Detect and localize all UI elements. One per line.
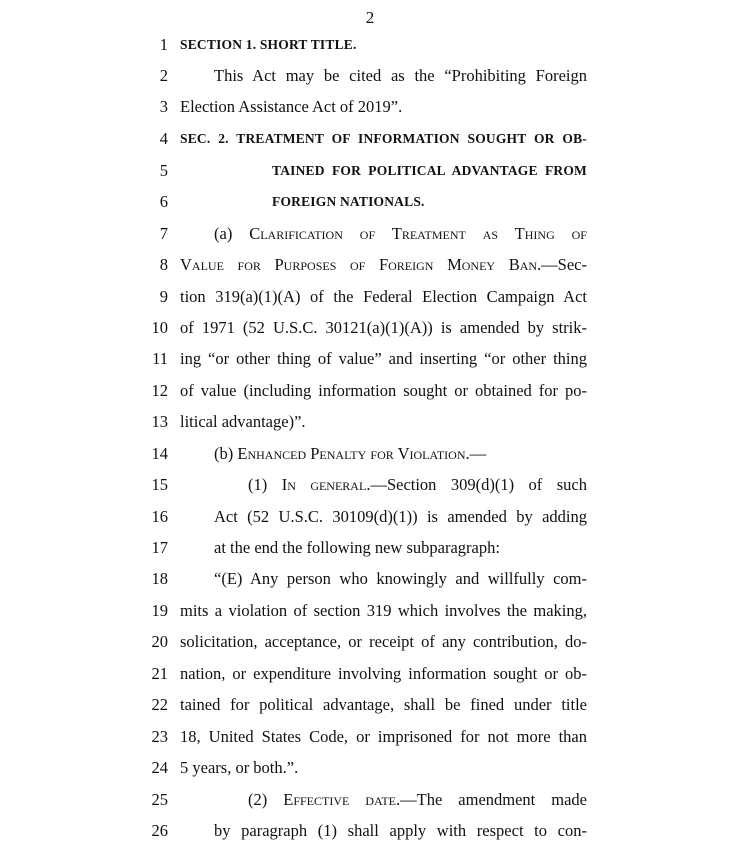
bill-line-5 <box>0 158 740 184</box>
line-number: 5 <box>159 161 168 180</box>
line-text-part: .—Section 309(d)(1) of such <box>366 475 587 494</box>
line-text-smallcaps: Clarification of Treatment as Thing of <box>249 224 587 243</box>
bill-line-11 <box>0 346 740 372</box>
bill-line-14 <box>0 441 740 467</box>
line-number: 9 <box>159 287 168 306</box>
line-text: Act (52 U.S.C. 30109(d)(1)) is amended by adding <box>214 507 587 526</box>
line-text-part: (a) <box>214 224 250 243</box>
bill-line-17 <box>0 535 740 561</box>
line-number: 10 <box>151 318 168 337</box>
line-number: 19 <box>151 601 168 620</box>
bill-line-21 <box>0 661 740 687</box>
subsection-a-heading-cont <box>180 252 587 278</box>
bill-line-20 <box>0 629 740 655</box>
bill-line-22 <box>0 692 740 718</box>
bill-line-25 <box>0 787 740 813</box>
line-text-part: .—The amendment made <box>396 790 587 809</box>
page-number: 2 <box>365 8 375 27</box>
bill-line-8 <box>0 252 740 278</box>
line-text-part: .—Sec- <box>537 255 587 274</box>
line-text: by paragraph (1) shall apply with respect to con- <box>214 821 587 840</box>
bill-line-7 <box>0 221 740 247</box>
bill-line-13 <box>0 409 740 435</box>
bill-line-9 <box>0 284 740 310</box>
line-number: 3 <box>159 97 168 116</box>
line-number: 2 <box>159 66 168 85</box>
subsection-b-heading <box>214 441 587 467</box>
line-number: 20 <box>151 632 168 651</box>
line-number: 21 <box>151 664 168 683</box>
line-text-part: (2) <box>248 790 284 809</box>
line-text-part: (1) <box>248 475 282 494</box>
line-text: of 1971 (52 U.S.C. 30121(a)(1)(A)) is amended by strik- <box>180 318 587 337</box>
line-number: 25 <box>151 790 168 809</box>
line-text: 5 years, or both.”. <box>180 758 299 777</box>
line-text: mits a violation of section 319 which involves the making, <box>180 601 587 620</box>
line-text: at the end the following new subparagraph: <box>214 538 500 557</box>
line-number: 7 <box>159 224 168 243</box>
line-number: 4 <box>159 129 168 148</box>
bill-line-6 <box>0 189 740 215</box>
line-number: 1 <box>159 35 168 54</box>
line-number: 6 <box>159 192 168 211</box>
line-number: 23 <box>151 727 168 746</box>
line-text: tained for political advantage, shall be fined under title <box>180 695 587 714</box>
bill-line-19 <box>0 598 740 624</box>
line-text-smallcaps: Value for Purposes of Foreign Money Ban <box>180 255 538 274</box>
paragraph-1-heading <box>248 472 587 498</box>
line-number: 18 <box>151 569 168 588</box>
bill-line-23 <box>0 724 740 750</box>
line-number: 22 <box>151 695 168 714</box>
line-text-part: (b) <box>214 444 238 463</box>
line-number: 11 <box>152 349 168 368</box>
line-number: 26 <box>151 821 168 840</box>
bill-line-15 <box>0 472 740 498</box>
bill-line-4 <box>0 126 740 152</box>
line-text: 18, United States Code, or imprisoned for not more than <box>180 727 587 746</box>
section-2-heading-cont: FOREIGN NATIONALS. <box>272 194 425 209</box>
line-text: of value (including information sought or obtained for po- <box>180 381 587 400</box>
section-2-heading-cont: TAINED FOR POLITICAL ADVANTAGE FROM <box>272 163 587 178</box>
line-text: solicitation, acceptance, or receipt of any contribution, do- <box>180 632 587 651</box>
line-text: “(E) Any person who knowingly and willfully com- <box>214 569 587 588</box>
line-number: 14 <box>151 444 168 463</box>
bill-line-16 <box>0 504 740 530</box>
bill-line-26 <box>0 818 740 844</box>
section-2-heading: SEC. 2. TREATMENT OF INFORMATION SOUGHT OR OB- <box>180 131 587 146</box>
section-1-heading: SECTION 1. SHORT TITLE. <box>180 37 357 52</box>
bill-line-1 <box>0 32 740 58</box>
line-text: Election Assistance Act of 2019”. <box>180 97 403 116</box>
line-number: 17 <box>151 538 168 557</box>
line-text: litical advantage)”. <box>180 412 306 431</box>
line-text-smallcaps: In general <box>281 475 367 494</box>
line-text: ing “or other thing of value” and inserting “or other thing <box>180 349 587 368</box>
paragraph-2-heading <box>248 787 587 813</box>
bill-line-10 <box>0 315 740 341</box>
bill-line-18 <box>0 566 740 592</box>
bill-line-24 <box>0 755 740 781</box>
line-text: nation, or expenditure involving information sought or ob- <box>180 664 587 683</box>
bill-line-2 <box>0 63 740 89</box>
line-text: tion 319(a)(1)(A) of the Federal Election Campaign Act <box>180 287 587 306</box>
line-number: 24 <box>151 758 168 777</box>
line-number: 8 <box>159 255 168 274</box>
line-text-part: .— <box>465 444 487 463</box>
bill-line-3 <box>0 94 740 120</box>
line-number: 15 <box>151 475 168 494</box>
line-text: This Act may be cited as the “Prohibiting Foreign <box>214 66 587 85</box>
line-text-smallcaps: Enhanced Penalty for Violation <box>237 444 466 463</box>
line-number: 16 <box>151 507 168 526</box>
line-number: 13 <box>151 412 168 431</box>
line-number: 12 <box>151 381 168 400</box>
bill-line-12 <box>0 378 740 404</box>
line-text-smallcaps: Effective date <box>283 790 396 809</box>
subsection-a-heading <box>214 221 587 247</box>
